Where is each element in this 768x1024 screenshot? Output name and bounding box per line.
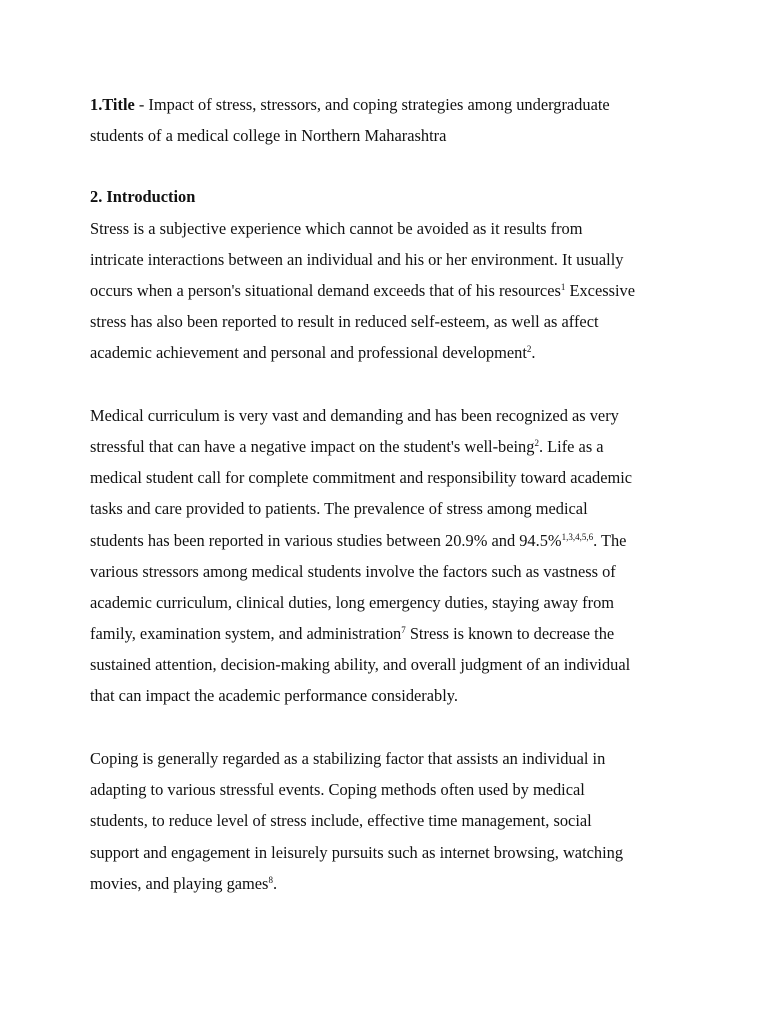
paragraph-2-line-3: medical student call for complete commitment and responsibility toward academic (90, 468, 633, 487)
text-run: family, examination system, and administration (90, 624, 402, 643)
title-text: - Impact of stress, stressors, and coping strategies among undergraduate (134, 95, 610, 114)
text-run: . (531, 343, 536, 362)
text-run: academic achievement and personal and professional development (90, 343, 527, 362)
paragraph-2-line-8 (90, 624, 614, 644)
citation-ref: 7 (401, 625, 406, 635)
text-run: . The (593, 531, 627, 550)
citation-ref: 1 (560, 282, 566, 292)
text-run: Stress is known to decrease the (405, 624, 615, 643)
paragraph-1-line-3 (90, 281, 635, 301)
paragraph-2-line-1: Medical curriculum is very vast and demanding and has been recognized as very (90, 406, 619, 425)
paragraph-1-line-5 (90, 343, 536, 363)
paragraph-1-line-1: Stress is a subjective experience which cannot be avoided as it results from (90, 219, 583, 238)
paragraph-3-line-5 (90, 874, 277, 894)
paragraph-1-line-4: stress has also been reported to result in reduced self-esteem, as well as affect (90, 312, 599, 331)
paragraph-2-line-10: that can impact the academic performance considerably. (90, 686, 458, 705)
paragraph-2-line-9: sustained attention, decision-making ability, and overall judgment of an individual (90, 655, 631, 674)
paragraph-2-line-5 (90, 531, 626, 551)
title-line-2: students of a medical college in Northern Maharashtra (90, 126, 447, 145)
citation-ref: 8 (268, 875, 273, 885)
citation-ref: 2 (526, 344, 532, 354)
paragraph-2-line-6: various stressors among medical students involve the factors such as vastness of (90, 562, 616, 581)
paragraph-1-line-2: intricate interactions between an individual and his or her environment. It usually (90, 250, 624, 269)
title-line-1 (90, 95, 610, 115)
paragraph-3-line-2: adapting to various stressful events. Coping methods often used by medical (90, 780, 585, 799)
text-run: . Life as a (538, 437, 604, 456)
paragraph-3-line-1: Coping is generally regarded as a stabilizing factor that assists an individual in (90, 749, 606, 768)
title-label: 1.Title (90, 95, 135, 114)
text-run: students has been reported in various studies between 20.9% and 94.5% (90, 531, 562, 550)
text-run: movies, and playing games (90, 874, 269, 893)
citation-ref: 1,3,4,5,6 (561, 532, 594, 542)
paragraph-3-line-4: support and engagement in leisurely pursuits such as internet browsing, watching (90, 843, 624, 862)
citation-ref: 2 (534, 438, 539, 448)
text-run: . (272, 874, 278, 893)
paragraph-3-line-3: students, to reduce level of stress include, effective time management, social (90, 811, 592, 830)
paragraph-2-line-4: tasks and care provided to patients. The prevalence of stress among medical (90, 499, 588, 518)
paragraph-2-line-2 (90, 437, 604, 457)
text-run: occurs when a person's situational demand exceeds that of his resources (90, 281, 561, 300)
section-heading-introduction: 2. Introduction (90, 187, 196, 206)
paragraph-2-line-7: academic curriculum, clinical duties, long emergency duties, staying away from (90, 593, 615, 612)
text-run: stressful that can have a negative impact on the student's well-being (90, 437, 535, 456)
text-run: Excessive (565, 281, 635, 300)
